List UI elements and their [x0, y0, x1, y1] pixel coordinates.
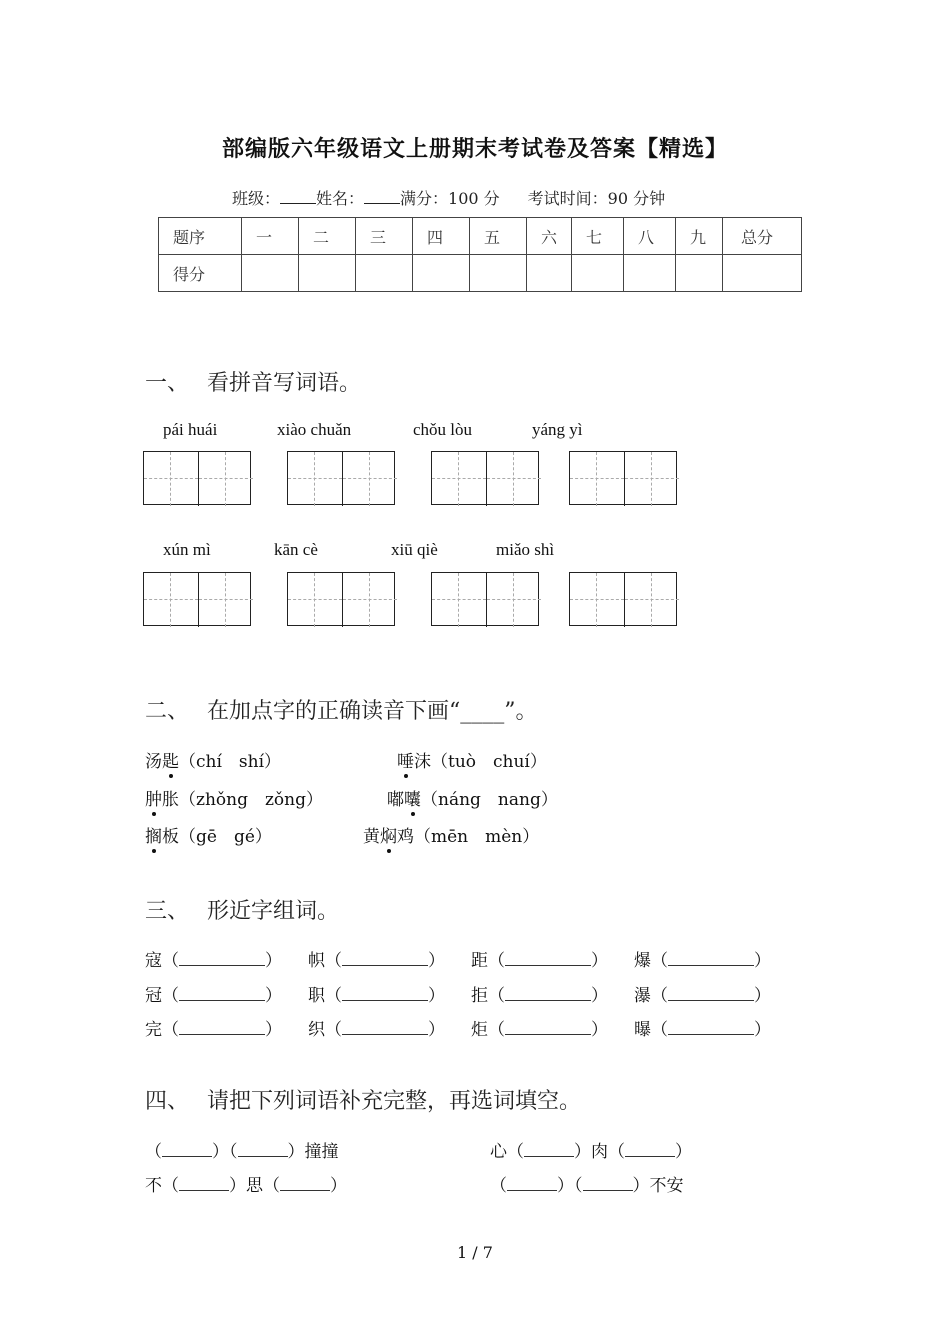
reading-item [397, 747, 547, 772]
word-group: 职（ ） [308, 986, 445, 1006]
header-cell: 六 [527, 218, 572, 255]
exam-info [232, 186, 665, 209]
pinyin: yáng yì [532, 420, 583, 439]
answer-blank[interactable] [583, 1176, 633, 1191]
answer-blank[interactable] [342, 951, 428, 966]
section-number: 四、 [145, 1089, 190, 1114]
writing-grid[interactable] [287, 572, 395, 626]
char: 寇 [145, 951, 162, 971]
idiom-item: 不（ ）思（ ） [145, 1176, 347, 1196]
dotted-char: 匙 [162, 747, 179, 772]
name-label: 姓名： [316, 189, 365, 208]
idiom-part: 不 [145, 1176, 162, 1196]
char: 职 [308, 986, 325, 1006]
section-4-heading [145, 1084, 581, 1115]
header-cell: 一 [242, 218, 299, 255]
reading-item [363, 822, 539, 847]
idiom-part: 不安 [649, 1176, 684, 1196]
word-group: 瀑（ ） [634, 986, 771, 1006]
idiom-part: 心 [490, 1142, 507, 1162]
class-blank[interactable] [280, 189, 316, 204]
section-title: 看拼音写词语。 [207, 371, 362, 396]
char: 完 [145, 1020, 162, 1040]
full-score: 满分：100 分 [400, 189, 500, 208]
answer-blank[interactable] [179, 1020, 265, 1035]
score-cell[interactable] [356, 255, 413, 292]
reading-item [387, 785, 558, 810]
char: 曝 [634, 1020, 651, 1040]
idiom-item: 心（ ）肉（ ） [490, 1142, 692, 1162]
score-cell[interactable] [470, 255, 527, 292]
word-group: 炬（ ） [471, 1020, 608, 1040]
reading-options[interactable]: （mēn mèn） [414, 827, 540, 847]
header-cell: 七 [572, 218, 624, 255]
idiom-part: 撞撞 [304, 1142, 339, 1162]
char: 拒 [471, 986, 488, 1006]
answer-blank[interactable] [505, 986, 591, 1001]
char: 织 [308, 1020, 325, 1040]
answer-blank[interactable] [342, 1020, 428, 1035]
page-number: 1 / 7 [457, 1243, 493, 1262]
word-part: 嘟 [387, 790, 404, 810]
char: 爆 [634, 951, 651, 971]
dotted-char: 肿 [145, 785, 162, 810]
word-group: 拒（ ） [471, 986, 608, 1006]
answer-blank[interactable] [668, 1020, 754, 1035]
answer-blank[interactable] [179, 951, 265, 966]
word-part: 黄 [363, 827, 380, 847]
word-group: 爆（ ） [634, 951, 771, 971]
header-cell: 总分 [723, 218, 802, 255]
answer-blank[interactable] [625, 1142, 675, 1157]
word-group: 曝（ ） [634, 1020, 771, 1040]
section-title: 在加点字的正确读音下画“____”。 [207, 699, 538, 724]
score-cell[interactable] [572, 255, 624, 292]
writing-grid[interactable] [143, 451, 251, 505]
score-row-label: 得分 [159, 255, 242, 292]
word-group: 寇（ ） [145, 951, 282, 971]
writing-grid[interactable] [431, 572, 539, 626]
idiom-item: （ ）（ ）不安 [490, 1176, 684, 1196]
score-cell[interactable] [299, 255, 356, 292]
reading-options[interactable]: （zhǒng zǒng） [179, 790, 323, 810]
answer-blank[interactable] [342, 986, 428, 1001]
score-table-header-row [159, 218, 802, 255]
score-table-score-row [159, 255, 802, 292]
header-cell: 九 [676, 218, 723, 255]
header-cell: 四 [413, 218, 470, 255]
writing-grid[interactable] [287, 451, 395, 505]
pinyin: pái huái [163, 420, 218, 439]
answer-blank[interactable] [179, 1176, 229, 1191]
dotted-char: 搁 [145, 822, 162, 847]
section-number: 二、 [145, 699, 190, 724]
char: 炬 [471, 1020, 488, 1040]
pinyin: xiào chuǎn [277, 420, 352, 439]
answer-blank[interactable] [668, 986, 754, 1001]
score-cell[interactable] [723, 255, 802, 292]
reading-options[interactable]: （gē gé） [179, 827, 272, 847]
reading-item [145, 747, 281, 772]
dotted-char: 囔 [404, 785, 421, 810]
section-1-heading [145, 366, 361, 397]
writing-grid[interactable] [431, 451, 539, 505]
pinyin: xún mì [163, 540, 211, 559]
reading-options[interactable]: （chí shí） [179, 752, 282, 772]
idiom-part: 思 [246, 1176, 263, 1196]
section-title: 请把下列词语补充完整，再选词填空。 [207, 1089, 582, 1114]
char: 距 [471, 951, 488, 971]
dotted-char: 唾 [397, 747, 414, 772]
header-cell: 五 [470, 218, 527, 255]
header-cell: 三 [356, 218, 413, 255]
pinyin: kān cè [274, 540, 318, 559]
reading-options[interactable]: （náng nang） [421, 790, 558, 810]
word-group: 距（ ） [471, 951, 608, 971]
answer-blank[interactable] [524, 1142, 574, 1157]
score-table [158, 217, 802, 292]
word-group: 冠（ ） [145, 986, 282, 1006]
dotted-char: 焖 [380, 822, 397, 847]
char: 帜 [308, 951, 325, 971]
idiom-item: （ ）（ ）撞撞 [145, 1142, 339, 1162]
section-3-heading [145, 894, 339, 925]
exam-time: 考试时间：90 分钟 [527, 189, 666, 208]
reading-options[interactable]: （tuò chuí） [431, 752, 547, 772]
word-part: 板 [162, 827, 179, 847]
answer-blank[interactable] [505, 1020, 591, 1035]
pinyin: chǒu lòu [413, 420, 473, 439]
writing-grid[interactable] [143, 572, 251, 626]
section-number: 三、 [145, 899, 190, 924]
word-part: 鸡 [397, 827, 414, 847]
pinyin: xiū qiè [391, 540, 438, 559]
writing-grid[interactable] [569, 572, 677, 626]
page-title: 部编版六年级语文上册期末考试卷及答案【精选】 [221, 136, 728, 162]
word-group: 织（ ） [308, 1020, 445, 1040]
idiom-part: 肉 [591, 1142, 608, 1162]
section-number: 一、 [145, 371, 190, 396]
answer-blank[interactable] [507, 1176, 557, 1191]
reading-item [145, 822, 272, 847]
char: 瀑 [634, 986, 651, 1006]
score-cell[interactable] [676, 255, 723, 292]
answer-blank[interactable] [179, 986, 265, 1001]
score-cell[interactable] [527, 255, 572, 292]
char: 冠 [145, 986, 162, 1006]
class-label: 班级： [232, 189, 281, 208]
score-cell[interactable] [242, 255, 299, 292]
word-part: 汤 [145, 752, 162, 772]
answer-blank[interactable] [238, 1142, 288, 1157]
reading-item [145, 785, 323, 810]
header-cell: 八 [624, 218, 676, 255]
word-group: 完（ ） [145, 1020, 282, 1040]
score-cell[interactable] [624, 255, 676, 292]
writing-grid[interactable] [569, 451, 677, 505]
word-group: 帜（ ） [308, 951, 445, 971]
answer-blank[interactable] [162, 1142, 212, 1157]
header-cell: 二 [299, 218, 356, 255]
name-blank[interactable] [364, 189, 400, 204]
score-cell[interactable] [413, 255, 470, 292]
section-title: 形近字组词。 [207, 899, 340, 924]
answer-blank[interactable] [280, 1176, 330, 1191]
answer-blank[interactable] [505, 951, 591, 966]
header-cell: 题序 [159, 218, 242, 255]
section-2-heading [145, 694, 538, 725]
word-part: 沫 [414, 752, 431, 772]
answer-blank[interactable] [668, 951, 754, 966]
pinyin: miǎo shì [496, 540, 555, 559]
word-part: 胀 [162, 790, 179, 810]
